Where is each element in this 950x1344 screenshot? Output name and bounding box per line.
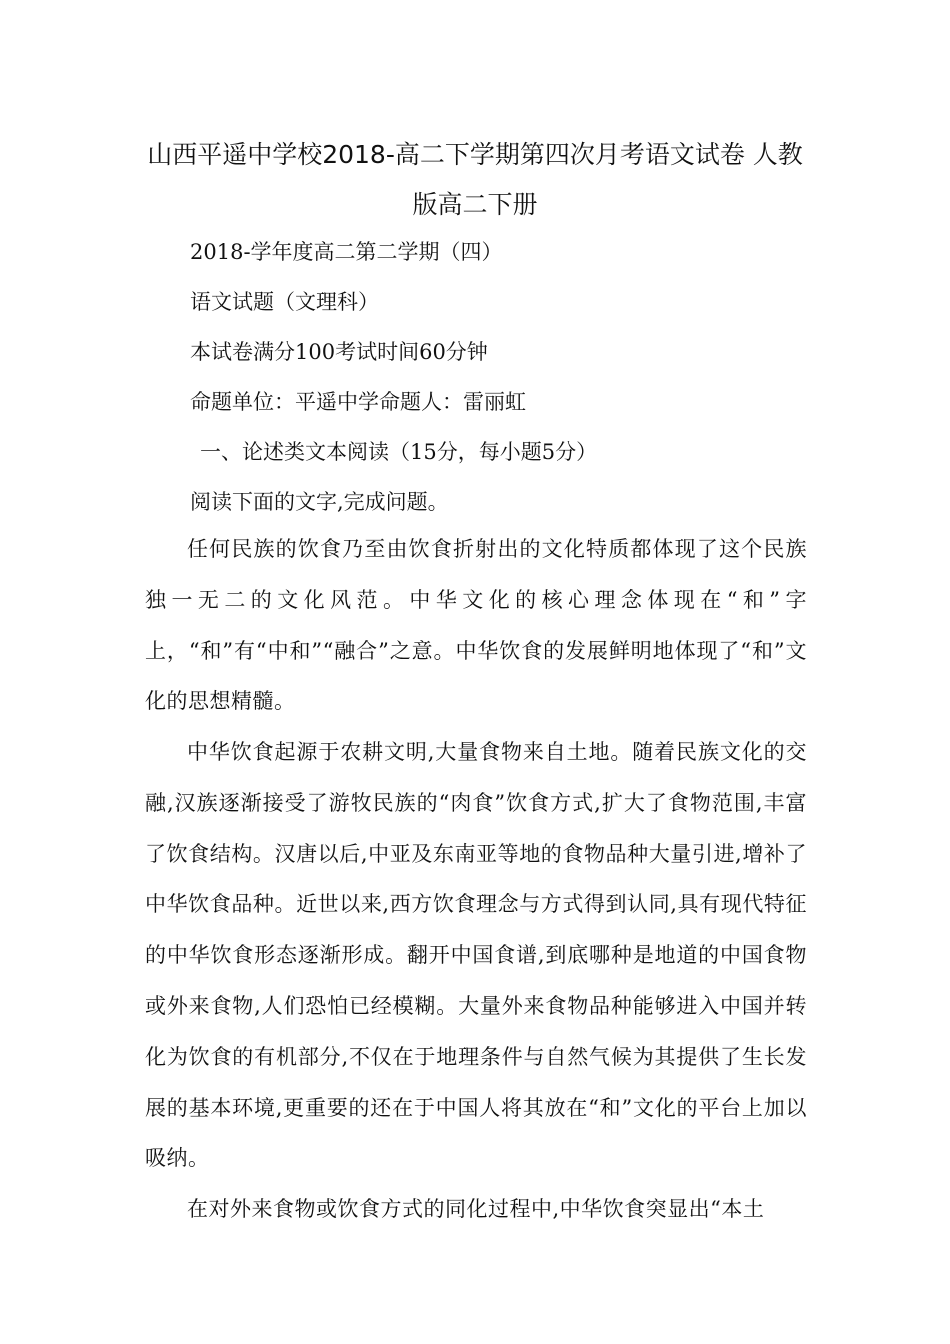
reading-instruction: 阅读下面的文字,完成问题。 [190,490,449,514]
header-line-score-time: 本试卷满分100考试时间60分钟 [190,340,488,364]
header-line-author: 命题单位：平遥中学命题人：雷丽虹 [190,390,526,414]
header-line-term: 2018-学年度高二第二学期（四） [190,240,503,264]
document-title: 山西平遥中学校2018-高二下学期第四次月考语文试卷 人教版高二下册 [147,140,803,219]
paragraph: 中华饮食起源于农耕文明,大量食物来自土地。随着民族文化的交融,汉族逐渐接受了游牧民族的“肉食”饮食方式,扩大了食物范围,丰富了饮食结构。汉唐以后,中亚及东南亚等地的食物品种大量引进,增补了中华饮食品种。近世以来,西方饮食理念与方式得到认同,具有现代特征的中华饮食形态逐渐形成。翻开中国食谱,到底哪种是地道的中国食物或外来食物,人们恐怕已经模糊。大量外来食物品种能够进入中国并转化为饮食的有机部分,不仅在于地理条件与自然气候为其提供了生长发展的基本环境,更重要的还在于中国人将其放在“和”文化的平台上加以吸纳。 [145,740,807,1171]
paragraph: 任何民族的饮食乃至由饮食折射出的文化特质都体现了这个民族独一无二的文化风范。中华文化的核心理念体现在“和”字上，“和”有“中和”“融合”之意。中华饮食的发展鲜明地体现了“和”文化的思想精髓。 [145,537,807,714]
paragraph: 在对外来食物或饮食方式的同化过程中,中华饮食突显出“本土 [187,1197,765,1221]
header-line-subject: 语文试题（文理科） [190,290,379,314]
section-heading: 一、论述类文本阅读（15分，每小题5分） [200,440,598,464]
